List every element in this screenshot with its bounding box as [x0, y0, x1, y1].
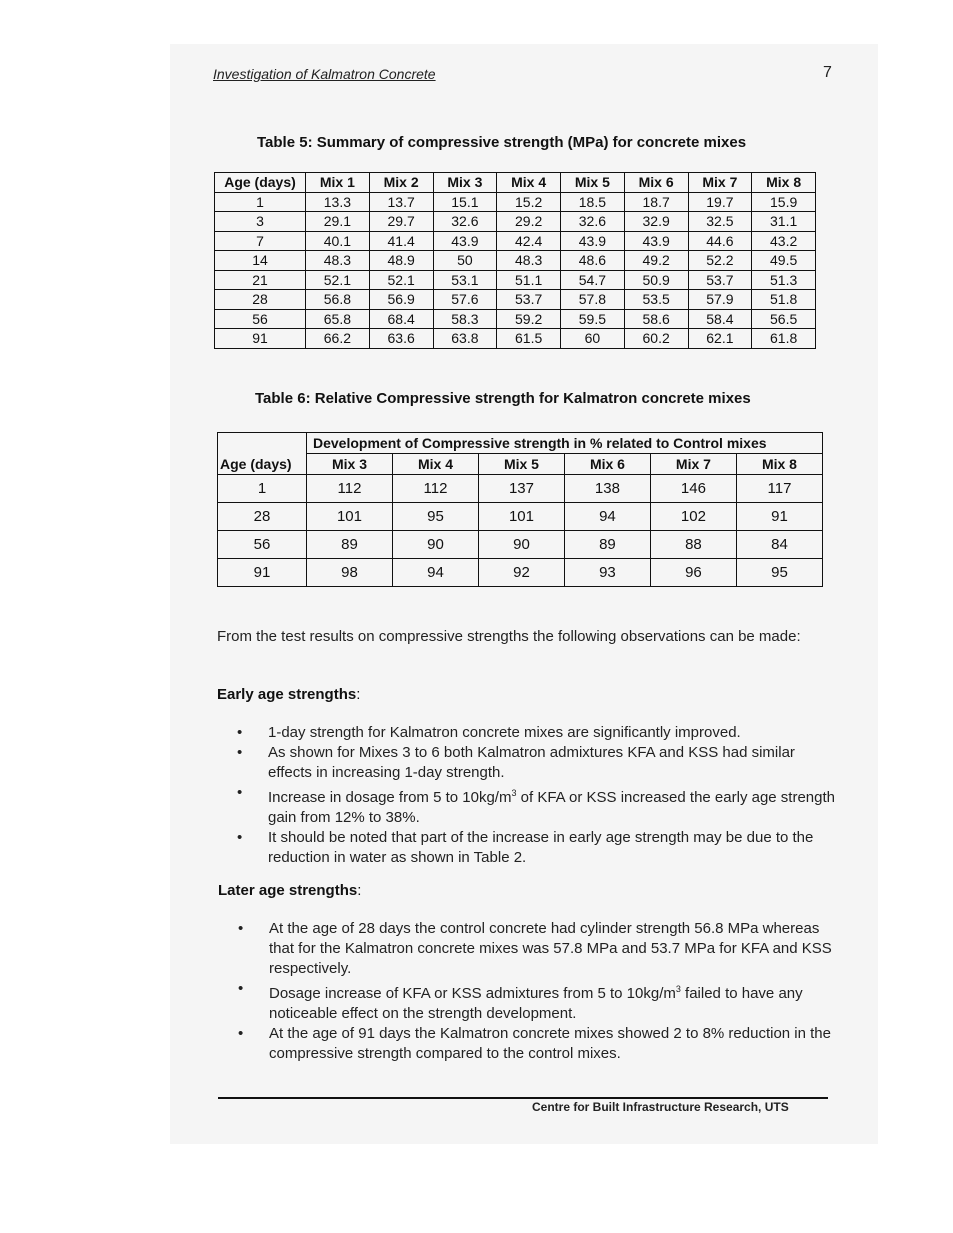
list-item-text: of KFA or KSS increased the early age strength gain from 12% to 38%.: [268, 789, 835, 826]
table5-col-header: Mix 2: [369, 173, 433, 193]
value-cell: 19.7: [688, 192, 752, 212]
age-cell: 56: [215, 309, 306, 329]
table5-col-header: Mix 7: [688, 173, 752, 193]
list-item: [237, 743, 840, 783]
value-cell: 53.7: [497, 290, 561, 310]
table5-header-row: [215, 173, 816, 193]
value-cell: 94: [392, 559, 478, 587]
value-cell: 56.5: [752, 309, 816, 329]
value-cell: 13.7: [369, 192, 433, 212]
value-cell: 66.2: [306, 329, 370, 349]
value-cell: 138: [564, 475, 650, 503]
value-cell: 92: [478, 559, 564, 587]
table-row: [215, 309, 816, 329]
value-cell: 137: [478, 475, 564, 503]
value-cell: 59.2: [497, 309, 561, 329]
bullet-icon: •: [238, 920, 244, 937]
age-cell: 3: [215, 212, 306, 232]
value-cell: 57.9: [688, 290, 752, 310]
page-number: 7: [823, 64, 832, 81]
value-cell: 50.9: [624, 270, 688, 290]
table5-col-header: Mix 5: [561, 173, 625, 193]
value-cell: 63.8: [433, 329, 497, 349]
value-cell: 112: [307, 475, 393, 503]
value-cell: 15.9: [752, 192, 816, 212]
list-item-text: failed to have any noticeable effect on the strength development.: [269, 985, 803, 1022]
list-item-text: It should be noted that part of the increase in early age strength may be due to the reduction in water as shown in Table 2.: [268, 829, 814, 866]
value-cell: 88: [650, 531, 736, 559]
value-cell: 57.6: [433, 290, 497, 310]
bullet-icon: •: [237, 724, 243, 741]
value-cell: 56.9: [369, 290, 433, 310]
value-cell: 40.1: [306, 231, 370, 251]
table-row: [215, 192, 816, 212]
value-cell: 59.5: [561, 309, 625, 329]
age-cell: 28: [215, 290, 306, 310]
table-row: [218, 475, 823, 503]
value-cell: 89: [564, 531, 650, 559]
age-cell: 28: [218, 503, 307, 531]
value-cell: 29.2: [497, 212, 561, 232]
value-cell: 93: [564, 559, 650, 587]
value-cell: 18.5: [561, 192, 625, 212]
value-cell: 112: [392, 475, 478, 503]
value-cell: 52.2: [688, 251, 752, 271]
value-cell: 53.1: [433, 270, 497, 290]
value-cell: 31.1: [752, 212, 816, 232]
value-cell: 43.2: [752, 231, 816, 251]
list-item: [237, 723, 840, 743]
value-cell: 58.6: [624, 309, 688, 329]
footer-text: Centre for Built Infrastructure Research, UTS: [532, 1100, 789, 1114]
value-cell: 90: [392, 531, 478, 559]
value-cell: 53.7: [688, 270, 752, 290]
table5-col-header: Mix 6: [624, 173, 688, 193]
table-row: [215, 329, 816, 349]
table6-col-header: Mix 6: [564, 454, 650, 475]
footer-rule: [218, 1097, 828, 1099]
table6-col-header: Mix 3: [307, 454, 393, 475]
table6-group-header: Development of Compressive strength in % related to Control mixes: [307, 433, 823, 454]
value-cell: 95: [392, 503, 478, 531]
value-cell: 90: [478, 531, 564, 559]
value-cell: 43.9: [433, 231, 497, 251]
age-cell: 91: [218, 559, 307, 587]
list-item-text: 1-day strength for Kalmatron concrete mixes are significantly improved.: [268, 724, 741, 741]
value-cell: 32.9: [624, 212, 688, 232]
table-row: [215, 270, 816, 290]
table6: [217, 432, 823, 587]
value-cell: 94: [564, 503, 650, 531]
value-cell: 49.2: [624, 251, 688, 271]
running-header-title: Investigation of Kalmatron Concrete: [213, 66, 436, 82]
value-cell: 60.2: [624, 329, 688, 349]
value-cell: 61.8: [752, 329, 816, 349]
table6-body: [218, 475, 823, 587]
value-cell: 52.1: [369, 270, 433, 290]
later-age-heading-text: Later age strengths: [218, 882, 358, 899]
later-age-heading-colon: :: [357, 882, 362, 899]
age-cell: 1: [218, 475, 307, 503]
value-cell: 58.4: [688, 309, 752, 329]
value-cell: 51.3: [752, 270, 816, 290]
value-cell: 95: [736, 559, 822, 587]
value-cell: 57.8: [561, 290, 625, 310]
value-cell: 101: [307, 503, 393, 531]
bullet-icon: •: [238, 1025, 244, 1042]
table-row: [215, 231, 816, 251]
value-cell: 98: [307, 559, 393, 587]
value-cell: 89: [307, 531, 393, 559]
table6-title: Table 6: Relative Compressive strength for Kalmatron concrete mixes: [255, 390, 751, 407]
value-cell: 42.4: [497, 231, 561, 251]
value-cell: 43.9: [624, 231, 688, 251]
list-item-text: Increase in dosage from 5 to 10kg/m: [268, 789, 512, 806]
value-cell: 32.5: [688, 212, 752, 232]
table-row: [215, 251, 816, 271]
later-age-heading: [218, 882, 361, 899]
value-cell: 54.7: [561, 270, 625, 290]
list-item: [238, 1024, 841, 1064]
early-age-list: [237, 723, 840, 868]
table5-col-header: Mix 4: [497, 173, 561, 193]
table5-title: Table 5: Summary of compressive strength (MPa) for concrete mixes: [257, 134, 747, 151]
value-cell: 84: [736, 531, 822, 559]
age-cell: 21: [215, 270, 306, 290]
list-item: [238, 919, 841, 979]
value-cell: 43.9: [561, 231, 625, 251]
value-cell: 56.8: [306, 290, 370, 310]
table-row: [218, 503, 823, 531]
superscript: 3: [511, 788, 517, 798]
list-item-text: At the age of 91 days the Kalmatron concrete mixes showed 2 to 8% reduction in the compressive strength compared to the control mixes.: [269, 1025, 831, 1062]
value-cell: 15.2: [497, 192, 561, 212]
list-item-text: At the age of 28 days the control concrete had cylinder strength 56.8 MPa whereas that for the Kalmatron concrete mixes was 57.8 MPa and 53.7 MPa for KFA and KSS respectively.: [269, 920, 832, 977]
list-item: [238, 979, 841, 1024]
age-cell: 1: [215, 192, 306, 212]
value-cell: 65.8: [306, 309, 370, 329]
age-cell: 56: [218, 531, 307, 559]
value-cell: 62.1: [688, 329, 752, 349]
value-cell: 58.3: [433, 309, 497, 329]
early-age-heading-colon: :: [356, 686, 361, 703]
value-cell: 96: [650, 559, 736, 587]
value-cell: 61.5: [497, 329, 561, 349]
value-cell: 50: [433, 251, 497, 271]
value-cell: 29.1: [306, 212, 370, 232]
value-cell: 15.1: [433, 192, 497, 212]
value-cell: 91: [736, 503, 822, 531]
superscript: 3: [675, 984, 681, 994]
value-cell: 63.6: [369, 329, 433, 349]
table6-group-row: [218, 433, 823, 454]
value-cell: 68.4: [369, 309, 433, 329]
table6-col-header: Mix 8: [736, 454, 822, 475]
bullet-icon: •: [237, 829, 243, 846]
list-item-text: Dosage increase of KFA or KSS admixtures from 5 to 10kg/m: [269, 985, 676, 1002]
value-cell: 102: [650, 503, 736, 531]
value-cell: 101: [478, 503, 564, 531]
early-age-heading: [217, 686, 360, 703]
age-cell: 7: [215, 231, 306, 251]
table6-header-row: [218, 454, 823, 475]
table-row: [215, 212, 816, 232]
value-cell: 32.6: [433, 212, 497, 232]
table-row: [218, 559, 823, 587]
age-cell: 91: [215, 329, 306, 349]
value-cell: 53.5: [624, 290, 688, 310]
value-cell: 29.7: [369, 212, 433, 232]
later-age-list: [238, 919, 841, 1064]
table6-col-header: Mix 7: [650, 454, 736, 475]
bullet-icon: •: [238, 980, 244, 997]
early-age-heading-text: Early age strengths: [217, 686, 357, 703]
value-cell: 18.7: [624, 192, 688, 212]
value-cell: 48.3: [497, 251, 561, 271]
list-item-text: As shown for Mixes 3 to 6 both Kalmatron admixtures KFA and KSS had similar effects in increasing 1-day strength.: [268, 744, 795, 781]
intro-paragraph: From the test results on compressive strengths the following observations can be made:: [217, 628, 801, 645]
value-cell: 52.1: [306, 270, 370, 290]
table-row: [218, 531, 823, 559]
table6-col-header: Mix 5: [478, 454, 564, 475]
list-item: [237, 828, 840, 868]
value-cell: 32.6: [561, 212, 625, 232]
value-cell: 44.6: [688, 231, 752, 251]
value-cell: 117: [736, 475, 822, 503]
table-row: [215, 290, 816, 310]
value-cell: 48.3: [306, 251, 370, 271]
value-cell: 41.4: [369, 231, 433, 251]
value-cell: 60: [561, 329, 625, 349]
table6-col-header: Mix 4: [392, 454, 478, 475]
table5-col-header: Mix 3: [433, 173, 497, 193]
value-cell: 146: [650, 475, 736, 503]
value-cell: 13.3: [306, 192, 370, 212]
table6-age-header: Age (days): [218, 433, 307, 475]
table5: [214, 172, 816, 349]
table5-body: [215, 192, 816, 348]
age-cell: 14: [215, 251, 306, 271]
value-cell: 48.9: [369, 251, 433, 271]
value-cell: 49.5: [752, 251, 816, 271]
list-item: [237, 783, 840, 828]
table5-col-header: Age (days): [215, 173, 306, 193]
bullet-icon: •: [237, 784, 243, 801]
table5-col-header: Mix 1: [306, 173, 370, 193]
bullet-icon: •: [237, 744, 243, 761]
value-cell: 48.6: [561, 251, 625, 271]
table5-col-header: Mix 8: [752, 173, 816, 193]
value-cell: 51.1: [497, 270, 561, 290]
value-cell: 51.8: [752, 290, 816, 310]
